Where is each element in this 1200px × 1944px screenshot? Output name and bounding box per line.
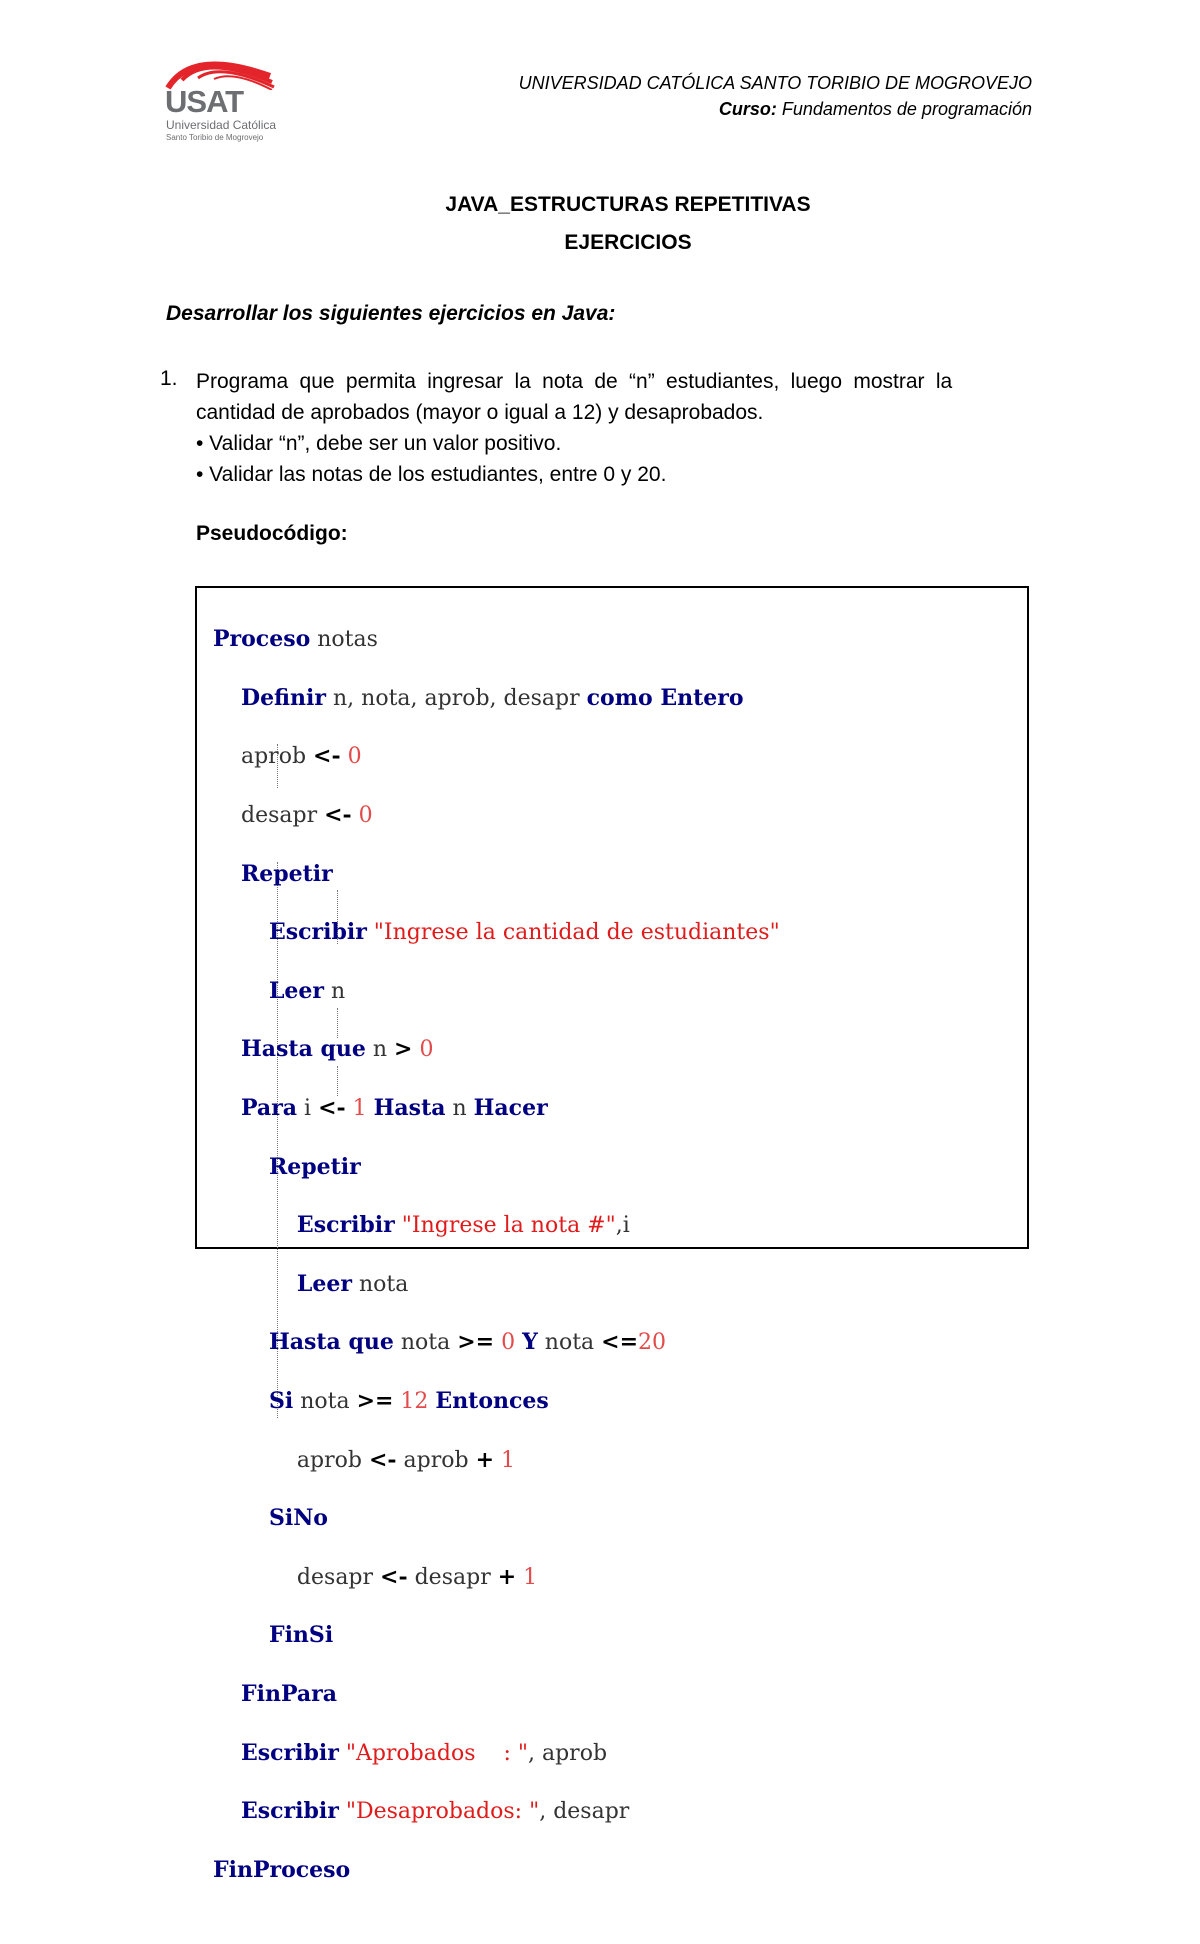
code-line: Leer n <box>268 977 346 1004</box>
code-line: desapr <- 0 <box>240 802 373 829</box>
exercise-line: Programa que permita ingresar la nota de “n” estudiantes, luego mostrar la <box>196 370 953 393</box>
code-line: Hasta que nota >= 0 Y nota <=20 <box>268 1329 667 1356</box>
logo-wordmark: USAT <box>165 84 244 119</box>
code-line: aprob <- aprob + 1 <box>296 1446 516 1473</box>
bullet-item: • Validar “n”, debe ser un valor positivo. <box>196 432 562 455</box>
exercise-text <box>196 366 1032 490</box>
course-line <box>719 99 1032 120</box>
code-line: SiNo <box>268 1505 328 1532</box>
code-line: Escribir "Aprobados : ", aprob <box>240 1739 608 1766</box>
course-name: Fundamentos de programación <box>776 99 1032 119</box>
code-line: Hasta que n > 0 <box>240 1036 434 1063</box>
logo-subtitle-small: Santo Toribio de Mogrovejo <box>166 133 264 142</box>
code-line: FinProceso <box>213 1856 351 1883</box>
logo-subtitle: Universidad Católica <box>166 118 277 132</box>
pseudocode-box <box>195 586 1029 1883</box>
pseudocode <box>213 596 780 1944</box>
code-line: Escribir "Desaprobados: ", desapr <box>240 1798 630 1825</box>
code-line: aprob <- 0 <box>240 743 362 770</box>
university-name: UNIVERSIDAD CATÓLICA SANTO TORIBIO DE MOGROVEJO <box>518 73 1032 93</box>
code-line: Leer nota <box>296 1270 409 1297</box>
code-line: Definir n, nota, aprob, desapr como Entero <box>240 684 744 711</box>
code-line: desapr <- desapr + 1 <box>296 1563 538 1590</box>
code-line: Proceso notas <box>213 626 378 653</box>
code-line: Escribir "Ingrese la cantidad de estudiantes" <box>268 919 780 946</box>
code-line: Escribir "Ingrese la nota #",i <box>296 1212 630 1239</box>
pseudocode-label: Pseudocódigo: <box>196 522 348 545</box>
code-line: Repetir <box>240 860 333 887</box>
document-title: JAVA_ESTRUCTURAS REPETITIVAS <box>445 193 811 216</box>
document-subtitle: EJERCICIOS <box>564 231 692 254</box>
usat-logo <box>162 50 282 142</box>
course-label: Curso: <box>718 99 777 119</box>
code-line: Si nota >= 12 Entonces <box>268 1388 549 1415</box>
bullet-item: • Validar las notas de los estudiantes, entre 0 y 20. <box>196 463 667 486</box>
code-line: Repetir <box>268 1153 361 1180</box>
code-line: FinPara <box>240 1680 338 1707</box>
code-line: FinSi <box>268 1622 334 1649</box>
exercise-line: cantidad de aprobados (mayor o igual a 12) y desaprobados. <box>196 401 764 424</box>
exercise-number: 1. <box>160 367 178 390</box>
code-line: Para i <- 1 Hasta n Hacer <box>240 1095 548 1122</box>
intro-heading: Desarrollar los siguientes ejercicios en Java: <box>166 302 616 325</box>
